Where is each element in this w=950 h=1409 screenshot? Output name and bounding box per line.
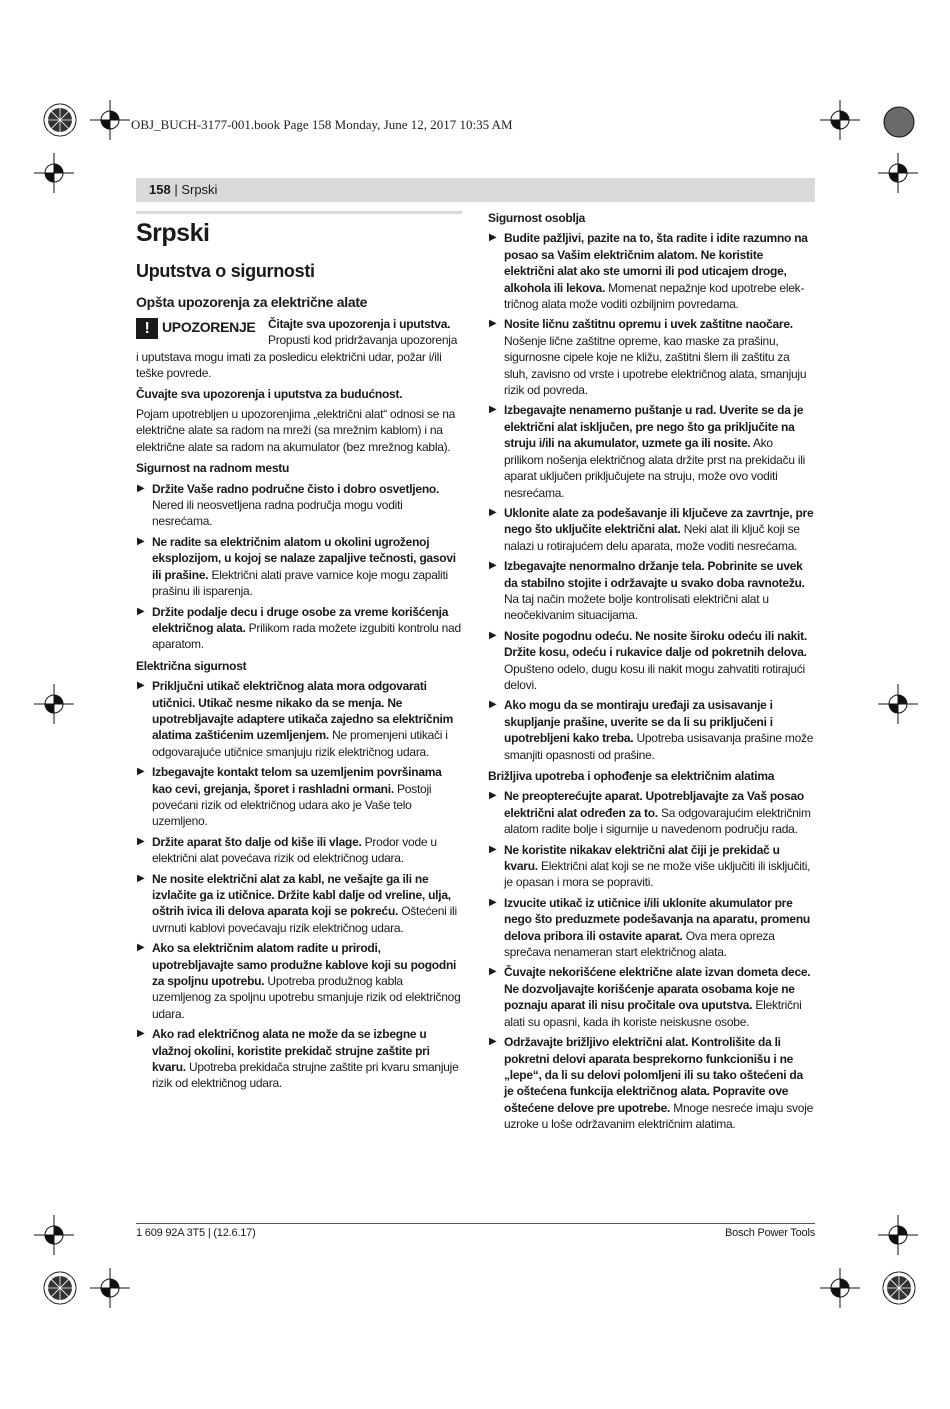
list-item bbox=[136, 764, 462, 830]
crosshair-icon bbox=[90, 100, 130, 140]
item-text: Postoji povećani rizik od električnog udara ako je Vaše telo uzemljeno. bbox=[152, 781, 432, 829]
electric-list bbox=[136, 678, 462, 1092]
crosshair-icon bbox=[34, 1215, 74, 1255]
bullet-arrow-icon: ▶ bbox=[137, 680, 145, 692]
item-bold: Držite Vaše radno područne čisto i dobro osvetljeno. bbox=[152, 481, 440, 496]
electric-heading: Električna sigurnost bbox=[136, 658, 247, 673]
item-bold: Uklonite alate za podešavanje ili ključeve za zavrtnje, pre nego što uključite električni alat. bbox=[504, 505, 814, 537]
footer-document-code: 1 609 92A 3T5 | (12.6.17) bbox=[136, 1227, 256, 1239]
list-item bbox=[488, 842, 814, 891]
subsection-title: Opšta upozorenja za električne alate bbox=[136, 294, 368, 310]
header-bar bbox=[136, 178, 815, 202]
item-text: Upotreba prekidača strujne zaštite pri kvaru smanjuje rizik od električnog udara. bbox=[152, 1060, 459, 1091]
bullet-arrow-icon: ▶ bbox=[489, 1036, 497, 1048]
item-bold: Ako rad električnog alata ne može da se izbegne u vlažnoj okolini, koristite prekidač strujne zaštite pri kvaru. bbox=[152, 1027, 430, 1075]
registration-target-icon bbox=[40, 100, 80, 140]
item-text: Momenat nepažnje kod upotrebe električnog alata može voditi ozbiljnim povredama. bbox=[504, 280, 805, 312]
crosshair-icon bbox=[878, 1215, 918, 1255]
footer-rule bbox=[136, 1223, 815, 1224]
list-item bbox=[488, 402, 814, 500]
bullet-arrow-icon: ▶ bbox=[137, 872, 145, 884]
item-bold: Priključni utikač električnog alata mora odgovarati utičnici. Utikač nesme nikako da se menja. Ne upotrebljavajte adaptere utikača zajedno sa električnim alatima zaštićenim uzemljenjem. bbox=[152, 679, 454, 743]
list-item bbox=[488, 1034, 814, 1132]
page-title: Srpski bbox=[136, 219, 210, 247]
bullet-arrow-icon: ▶ bbox=[489, 896, 497, 908]
bullet-arrow-icon: ▶ bbox=[489, 699, 497, 711]
item-bold: Ako mogu da se montiraju uređaji za usisavanje i skupljanje prašine, uverite se da li su priključeni i upotrebljeni kako treba. bbox=[504, 698, 773, 746]
item-bold: Izvucite utikač iz utičnice i/ili uklonite akumulator pre nego što preduzmete podešavanja na aparatu, promenu delova pribora ili ostavite aparat. bbox=[504, 895, 810, 943]
item-text: Nošenje lične zaštitne opreme, kao maske za prašinu, sigurnosne cipele koje ne kližu, zaštitni šlem ili zaštitu za sluh, zavisno od vrste i upotrebe električnog alata, smanjuju rizik od povreda. bbox=[504, 333, 807, 398]
bullet-arrow-icon: ▶ bbox=[489, 843, 497, 855]
item-text: Upotreba produžnog kabla uzemljenog za spoljnu upotrebu smanjuje rizik od električnog udara. bbox=[152, 974, 461, 1021]
left-column bbox=[136, 211, 462, 1096]
bullet-arrow-icon: ▶ bbox=[489, 318, 497, 330]
footer-brand: Bosch Power Tools bbox=[725, 1227, 815, 1239]
item-text: Električni alat koji se ne može više uključiti ili isključiti, je opasan i mora se popraviti. bbox=[504, 859, 811, 890]
item-text: Ne promenjeni utikači i odgovarajuće utičnice smanjuju rizik električnog udara. bbox=[152, 728, 448, 759]
item-text: Ako prilikom nošenja električnog alata držite prst na prekidaču ili aparat uključen priključujete na struju, može ovo voditi nesrećama. bbox=[504, 436, 806, 500]
bullet-arrow-icon: ▶ bbox=[489, 404, 497, 416]
bullet-arrow-icon: ▶ bbox=[489, 966, 497, 978]
bullet-arrow-icon: ▶ bbox=[137, 605, 145, 617]
item-text: Prodor vode u električni alat povećava rizik od električnog udara. bbox=[152, 834, 437, 866]
term-definition: Pojam upotrebljen u upozorenjima „električni alat“ odnosi se na električne alate sa radom na mreži (sa mrežnim kablom) i na električne alate sa radom na akumulator (bez mrežnog kabla). bbox=[136, 407, 456, 454]
list-item bbox=[136, 678, 462, 760]
gray-target-icon bbox=[879, 102, 919, 142]
item-text: Električni alati su opasni, kada ih koriste neiskusne osobe. bbox=[504, 998, 802, 1029]
item-text: Na taj način možete bolje kontrolisati električni alat u neočekivanim situacijama. bbox=[504, 591, 769, 623]
crosshair-icon bbox=[34, 153, 74, 193]
list-item bbox=[488, 505, 814, 554]
registration-target-icon bbox=[879, 1268, 919, 1308]
item-bold: Držite podalje decu i druge osobe za vreme korišćenja električnog alata. bbox=[152, 604, 449, 635]
warning-bold-text: Čitajte sva upozorenja i uputstva. bbox=[268, 317, 451, 331]
item-text: Električni alati prave varnice koje mogu zapaliti prašinu ili isparenja. bbox=[152, 567, 448, 599]
item-bold: Držite aparat što dalje od kiše ili vlage. bbox=[152, 834, 362, 849]
list-item bbox=[488, 628, 814, 694]
page-number: 158 bbox=[149, 182, 171, 197]
list-item bbox=[488, 964, 814, 1030]
bullet-arrow-icon: ▶ bbox=[489, 560, 497, 572]
item-bold: Nosite ličnu zaštitnu opremu i uvek zaštitne naočare. bbox=[504, 317, 793, 332]
running-header bbox=[149, 182, 217, 197]
warning-badge bbox=[136, 318, 264, 340]
list-item bbox=[136, 481, 462, 530]
item-bold: Čuvajte nekorišćene električne alate izvan dometa dece. Ne dozvoljavajte korišćenje aparata osobama koje ne poznaju aparat ili nisu pročitale ova uputstva. bbox=[504, 965, 811, 1013]
list-item bbox=[136, 940, 462, 1022]
section-title: Uputstva o sigurnosti bbox=[136, 261, 315, 281]
crosshair-icon bbox=[878, 153, 918, 193]
crosshair-icon bbox=[90, 1268, 130, 1308]
header-separator: | bbox=[170, 182, 182, 197]
list-item bbox=[136, 604, 462, 653]
bullet-arrow-icon: ▶ bbox=[137, 835, 145, 847]
item-text: Nered ili neosvetljena radna područja mogu voditi nesrećama. bbox=[152, 498, 403, 529]
warning-triangle-icon: ! bbox=[136, 318, 158, 339]
item-bold: Ne koristite nikakav električni alat čiji je prekidač u kvaru. bbox=[504, 842, 780, 874]
bullet-arrow-icon: ▶ bbox=[137, 1028, 145, 1040]
crosshair-icon bbox=[34, 684, 74, 724]
print-slug: OBJ_BUCH-3177-001.book Page 158 Monday, June 12, 2017 10:35 AM bbox=[131, 117, 513, 132]
warning-block bbox=[136, 316, 462, 382]
item-bold: Održavajte brižljivo električni alat. Kontrolišite da li pokretni delovi aparata besprekorno funkcionišu i ne „lepe“, da li su delovi polomljeni ili su tako oštećeni da je oštećena funkcija električnog alata. Popravite ove oštećene delove pre upotrebe. bbox=[504, 1035, 803, 1115]
item-bold: Ne preopterećujte aparat. Upotrebljavajte za Vaš posao električni alat određen za to. bbox=[504, 789, 804, 820]
list-item bbox=[136, 834, 462, 867]
item-bold: Izbegavajte nenamerno puštanje u rad. Uverite se da je električni alat isključen, pre nego što ga priključite na struju i/ili na akumulator, uzmete ga ili nosite. bbox=[504, 403, 804, 451]
item-bold: Ne nosite električni alat za kabl, ne vešajte ga ili ne izvlačite ga iz utičnice. Držite kabl dalje od vreline, ulja, oštrih ivica ili delova aparata koji se pokreću. bbox=[152, 871, 451, 919]
item-bold: Izbegavajte nenormalno držanje tela. Pobrinite se uvek da stabilno stojite i održavajte u svako doba ravnotežu. bbox=[504, 559, 805, 590]
crosshair-icon bbox=[878, 684, 918, 724]
item-bold: Ne radite sa električnim alatom u okolini ugroženoj eksplozijom, u kojoj se nalaze zapaljive tečnosti, gasovi ili prašine. bbox=[152, 534, 456, 582]
item-text: Oštećeni ili uvrnuti kablovi povećavaju rizik električnog udara. bbox=[152, 904, 457, 935]
warning-signal-word: UPOZORENJE bbox=[162, 319, 256, 335]
bullet-arrow-icon: ▶ bbox=[137, 482, 145, 494]
bullet-arrow-icon: ▶ bbox=[489, 506, 497, 518]
list-item bbox=[488, 230, 814, 312]
careful-use-list bbox=[488, 788, 814, 1132]
item-text: Sa odgovarajućim električnim alatom radite bolje i sigurnije u navedenom području rada. bbox=[504, 805, 811, 837]
list-item bbox=[488, 316, 814, 398]
work-area-list bbox=[136, 481, 462, 653]
crosshair-icon bbox=[820, 1268, 860, 1308]
list-item bbox=[488, 697, 814, 763]
personal-safety-list bbox=[488, 230, 814, 763]
list-item bbox=[488, 558, 814, 624]
list-item bbox=[488, 788, 814, 837]
item-bold: Budite pažljivi, pazite na to, šta radite i idite razumno na posao sa Vašim električnim alatom. Ne koristite električni alat ako ste umorni ili pod uticajem droge, alkohola ili lekova. bbox=[504, 231, 808, 295]
bullet-arrow-icon: ▶ bbox=[489, 232, 497, 244]
right-column bbox=[488, 210, 814, 1137]
list-item bbox=[136, 871, 462, 937]
careful-use-heading: Brižljiva upotreba i ophođenje sa električnim alatima bbox=[488, 769, 775, 783]
item-text: Ova mera opreza sprečava nenameran start električnog alata. bbox=[504, 928, 775, 960]
item-bold: Izbegavajte kontakt telom sa uzemljenim površinama kao cevi, grejanja, šporet i rashladni ormani. bbox=[152, 765, 442, 796]
bullet-arrow-icon: ▶ bbox=[489, 790, 497, 802]
registration-target-icon bbox=[40, 1268, 80, 1308]
item-text: Mnoge nesreće imaju svoje uzroke u loše održavanim električnim alatima. bbox=[504, 1100, 814, 1132]
bullet-arrow-icon: ▶ bbox=[489, 629, 497, 641]
item-text: Opušteno odelo, dugu kosu ili nakit mogu zahvatiti rotirajući delovi. bbox=[504, 661, 805, 692]
item-text: Neki alat ili ključ koji se nalazi u rotirajućem delu aparata, može voditi nesrećama. bbox=[504, 522, 800, 553]
header-language: Srpski bbox=[181, 182, 218, 197]
crosshair-icon bbox=[820, 100, 860, 140]
personal-safety-heading: Sigurnost osoblja bbox=[488, 211, 586, 225]
bullet-arrow-icon: ▶ bbox=[137, 535, 145, 547]
list-item bbox=[136, 534, 462, 600]
list-item bbox=[488, 895, 814, 961]
item-text: Prilikom rada možete izgubiti kontrolu nad aparatom. bbox=[152, 620, 461, 652]
bullet-arrow-icon: ▶ bbox=[137, 766, 145, 778]
work-area-heading: Sigurnost na radnom mestu bbox=[136, 461, 290, 476]
keep-instructions: Čuvajte sva upozorenja i uputstva za budućnost. bbox=[136, 386, 403, 401]
list-item bbox=[136, 1026, 462, 1092]
item-text: Upotreba usisavanja prašine može smanjiti opasnosti od prašine. bbox=[504, 731, 814, 762]
column-rule bbox=[136, 211, 462, 214]
warning-text: Propusti kod pridržavanja upozorenja i uputstava mogu imati za posledicu električni udar, požar i/ili teške povrede. bbox=[136, 333, 458, 381]
item-bold: Nosite pogodnu odeću. Ne nosite široku odeću ili nakit. Držite kosu, odeću i rukavice dalje od pokretnih delova. bbox=[504, 628, 807, 660]
item-bold: Ako sa električnim alatom radite u prirodi, upotrebljavajte samo produžne kablove koji su pogodni za spoljnu upotrebu. bbox=[152, 941, 457, 989]
bullet-arrow-icon: ▶ bbox=[137, 942, 145, 954]
